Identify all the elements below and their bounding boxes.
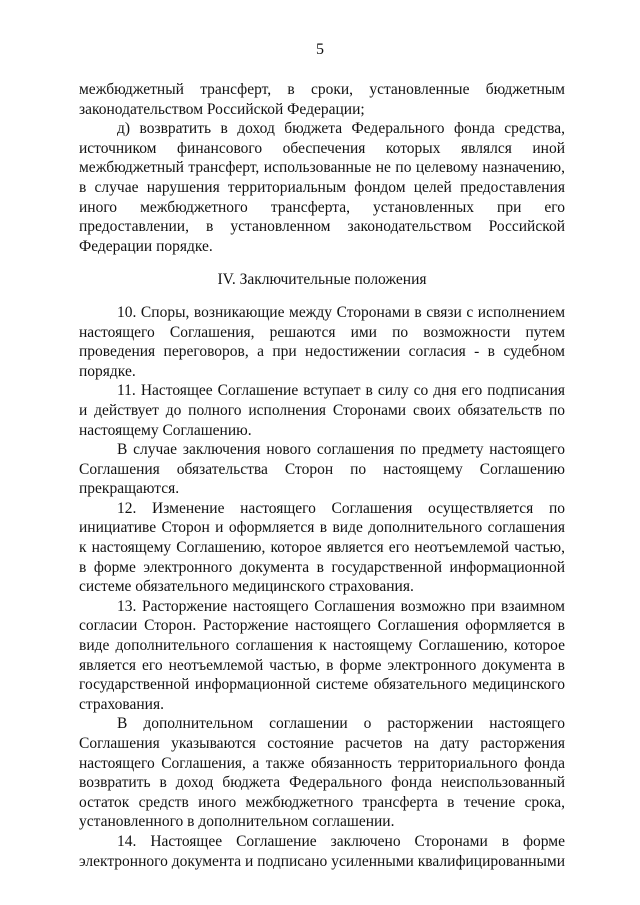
- paragraph-new-agreement: В случае заключения нового соглашения по предмету настоящего Соглашения обязательства Сторон по настоящему Соглашению прекращаются.: [79, 441, 565, 498]
- document-body: [79, 80, 565, 871]
- section-heading: IV. Заключительные положения: [217, 271, 427, 289]
- paragraph-entry-into-force: 11. Настоящее Соглашение вступает в силу со дня его подписания и действует до полного исполнения Сторонами своих обязательств по настоящему Соглашению.: [79, 382, 565, 439]
- paragraph-termination-settlement: В дополнительном соглашении о расторжении настоящего Соглашения указываются состояние расчетов на дату расторжения настоящего Соглашения, а также обязанность территориального фонда возвратить в доход бюджета Федерального фонда неиспользованный остаток средств иного межбюджетного трансферта в течение срока, установленного в дополнительном соглашении.: [79, 715, 565, 831]
- paragraph-amendment: 12. Изменение настоящего Соглашения осуществляется по инициативе Сторон и оформляется в виде дополнительного соглашения к настоящему Соглашению, которое является его неотъемлемой частью, в форме электронного документа в государственной информационной системе обязательного медицинского страхования.: [79, 499, 565, 596]
- paragraph-transfer-terms: межбюджетный трансферт, в сроки, установленные бюджетным законодательством Российской Федерации;: [79, 81, 565, 118]
- page-number: 5: [316, 41, 324, 58]
- paragraph-termination: 13. Расторжение настоящего Соглашения возможно при взаимном согласии Сторон. Расторжение настоящего Соглашения оформляется в виде дополнительного соглашения к настоящему Соглашению, которое является его неотъемлемой частью, в форме электронного документа в государственной информационной системе обязательного медицинского страхования.: [79, 597, 565, 713]
- paragraph-return-funds: д) возвратить в доход бюджета Федерального фонда средства, источником финансового обеспечения которых являлся иной межбюджетный трансферт, использованные не по целевому назначению, в случае нарушения территориальным фондом целей предоставления иного межбюджетного трансферта, установленных при его предоставлении, в установленном законодательством Российской Федерации порядке.: [79, 120, 565, 255]
- paragraph-electronic-form: 14. Настоящее Соглашение заключено Сторонами в форме электронного документа и подписано усиленными квалифицированными: [79, 832, 565, 870]
- paragraph-disputes: 10. Споры, возникающие между Сторонами в связи с исполнением настоящего Соглашения, решаются ими по возможности путем проведения переговоров, а при недостижении согласия - в судебном порядке.: [79, 303, 565, 380]
